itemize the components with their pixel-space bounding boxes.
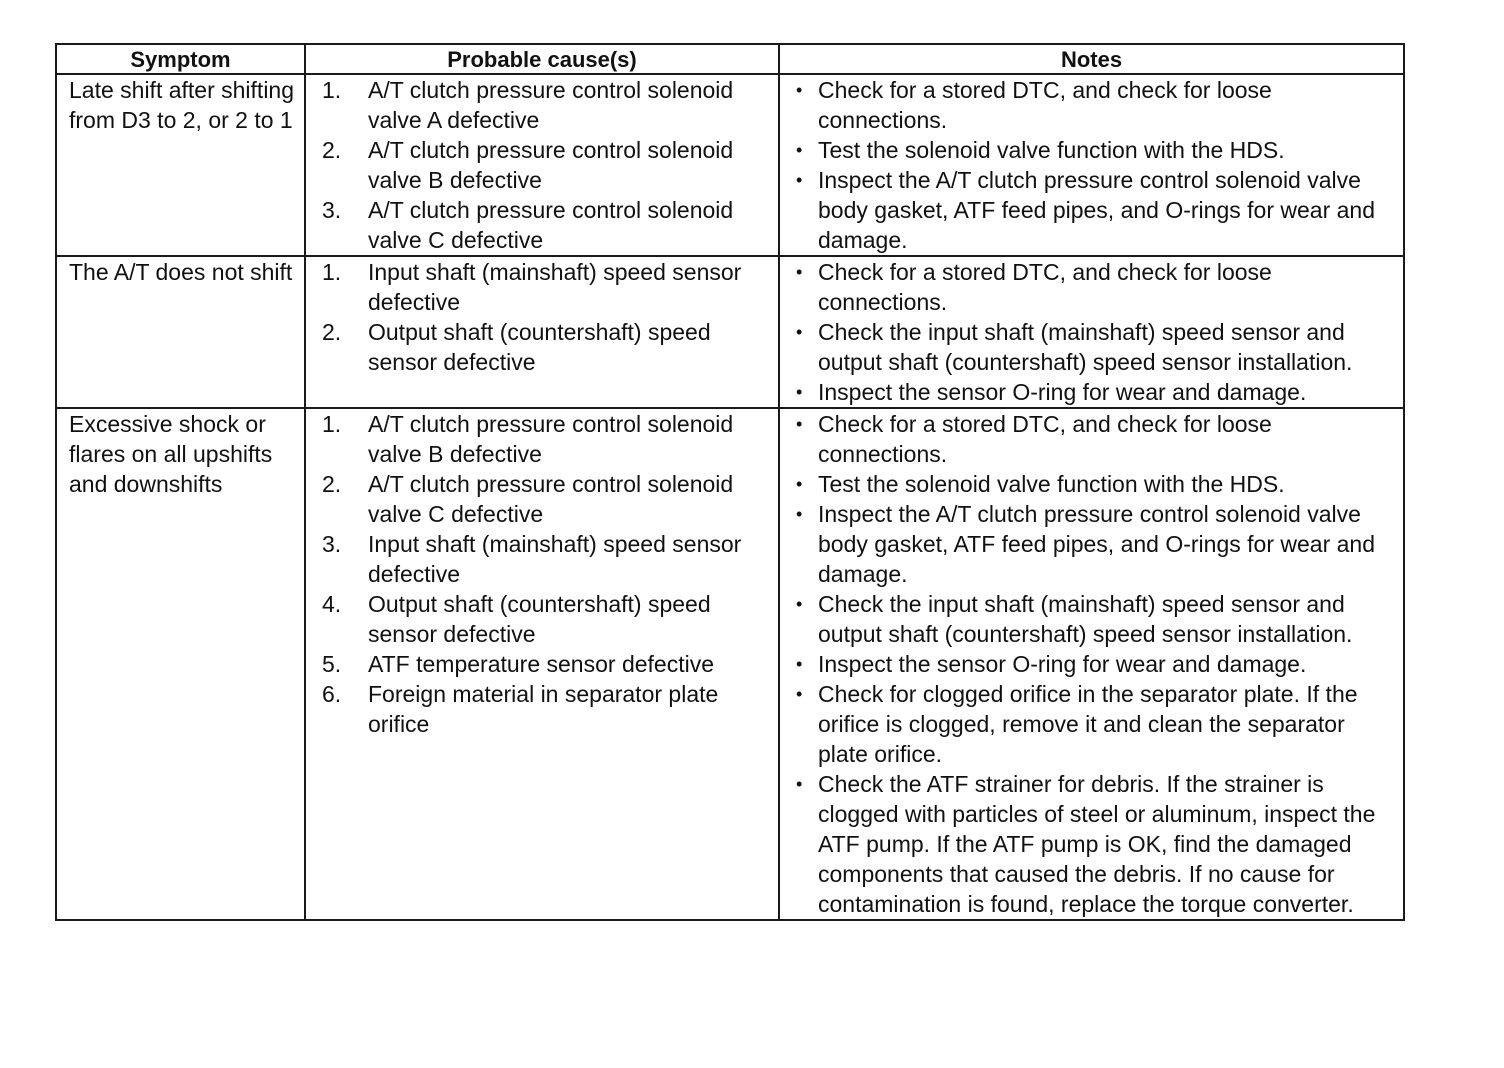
cause-item (318, 409, 770, 469)
cause-item (318, 589, 770, 649)
notes-cell (779, 256, 1404, 408)
bullet-icon: • (796, 594, 803, 614)
bullet-icon: • (796, 140, 803, 160)
bullet-icon: • (796, 654, 803, 674)
note-item (794, 135, 1391, 165)
symptom-cell: Late shift after shifting from D3 to 2, or 2 to 1 (56, 74, 305, 256)
cause-text: Input shaft (mainshaft) speed sensor defective (368, 259, 742, 315)
bullet-icon: • (796, 504, 803, 524)
cause-number: 1. (322, 259, 342, 285)
note-list (794, 409, 1391, 919)
cause-number: 1. (322, 77, 342, 103)
note-text: Check for a stored DTC, and check for loose connections. (818, 411, 1272, 467)
probable-causes-cell (305, 256, 779, 408)
cause-item (318, 135, 770, 195)
cause-item (318, 257, 770, 317)
cause-text: Output shaft (countershaft) speed sensor defective (368, 591, 711, 647)
header-probable-causes: Probable cause(s) (305, 44, 779, 74)
cause-item (318, 679, 770, 739)
cause-item (318, 195, 770, 255)
cause-text: ATF temperature sensor defective (368, 651, 714, 677)
notes-cell (779, 408, 1404, 920)
cause-number: 3. (322, 531, 342, 557)
cause-number: 3. (322, 197, 342, 223)
cause-item (318, 317, 770, 377)
cause-text: Input shaft (mainshaft) speed sensor defective (368, 531, 742, 587)
note-text: Inspect the A/T clutch pressure control solenoid valve body gasket, ATF feed pipes, and O-rings for wear and damage. (818, 501, 1375, 587)
probable-causes-cell (305, 74, 779, 256)
cause-item (318, 529, 770, 589)
note-item (794, 317, 1391, 377)
cause-text: A/T clutch pressure control solenoid valve C defective (368, 197, 734, 253)
header-symptom: Symptom (56, 44, 305, 74)
cause-text: Foreign material in separator plate orifice (368, 681, 719, 737)
cause-item (318, 649, 770, 679)
bullet-icon: • (796, 262, 803, 282)
note-item (794, 257, 1391, 317)
symptom-cell: Excessive shock or flares on all upshifts and downshifts (56, 408, 305, 920)
bullet-icon: • (796, 170, 803, 190)
troubleshooting-table (55, 43, 1405, 921)
cause-text: A/T clutch pressure control solenoid valve B defective (368, 137, 734, 193)
note-item (794, 377, 1391, 407)
note-item (794, 75, 1391, 135)
cause-number: 2. (322, 471, 342, 497)
note-text: Inspect the A/T clutch pressure control solenoid valve body gasket, ATF feed pipes, and O-rings for wear and damage. (818, 167, 1375, 253)
notes-cell (779, 74, 1404, 256)
cause-text: Output shaft (countershaft) speed sensor defective (368, 319, 711, 375)
cause-number: 6. (322, 681, 342, 707)
note-text: Check the input shaft (mainshaft) speed sensor and output shaft (countershaft) speed sensor installation. (818, 319, 1353, 375)
cause-item (318, 469, 770, 529)
probable-causes-cell (305, 408, 779, 920)
bullet-icon: • (796, 414, 803, 434)
cause-item (318, 75, 770, 135)
table-header-row (56, 44, 1404, 74)
note-list (794, 257, 1391, 407)
note-item (794, 589, 1391, 649)
note-text: Inspect the sensor O-ring for wear and damage. (818, 651, 1307, 677)
note-text: Inspect the sensor O-ring for wear and damage. (818, 379, 1307, 405)
note-item (794, 469, 1391, 499)
cause-list (318, 75, 770, 255)
cause-number: 2. (322, 137, 342, 163)
note-item (794, 649, 1391, 679)
symptom-cell: The A/T does not shift (56, 256, 305, 408)
cause-number: 5. (322, 651, 342, 677)
cause-list (318, 257, 770, 377)
cause-text: A/T clutch pressure control solenoid valve B defective (368, 411, 734, 467)
table-row (56, 408, 1404, 920)
note-text: Check the input shaft (mainshaft) speed sensor and output shaft (countershaft) speed sensor installation. (818, 591, 1353, 647)
table-row (56, 74, 1404, 256)
cause-number: 2. (322, 319, 342, 345)
header-notes: Notes (779, 44, 1404, 74)
bullet-icon: • (796, 322, 803, 342)
note-item (794, 499, 1391, 589)
note-item (794, 679, 1391, 769)
note-text: Check for a stored DTC, and check for loose connections. (818, 259, 1272, 315)
cause-number: 4. (322, 591, 342, 617)
note-text: Test the solenoid valve function with the HDS. (818, 137, 1285, 163)
note-text: Check the ATF strainer for debris. If the strainer is clogged with particles of steel or aluminum, inspect the ATF pump. If the ATF pump is OK, find the damaged components that caused the debris. If no cause for contamination is found, replace the torque converter. (818, 771, 1376, 917)
note-text: Check for a stored DTC, and check for loose connections. (818, 77, 1272, 133)
note-text: Test the solenoid valve function with the HDS. (818, 471, 1285, 497)
note-list (794, 75, 1391, 255)
cause-text: A/T clutch pressure control solenoid valve C defective (368, 471, 734, 527)
note-item (794, 769, 1391, 919)
bullet-icon: • (796, 80, 803, 100)
bullet-icon: • (796, 382, 803, 402)
cause-text: A/T clutch pressure control solenoid valve A defective (368, 77, 734, 133)
bullet-icon: • (796, 474, 803, 494)
cause-number: 1. (322, 411, 342, 437)
bullet-icon: • (796, 774, 803, 794)
note-item (794, 165, 1391, 255)
table-row (56, 256, 1404, 408)
note-text: Check for clogged orifice in the separator plate. If the orifice is clogged, remove it and clean the separator plate orifice. (818, 681, 1358, 767)
note-item (794, 409, 1391, 469)
bullet-icon: • (796, 684, 803, 704)
cause-list (318, 409, 770, 739)
